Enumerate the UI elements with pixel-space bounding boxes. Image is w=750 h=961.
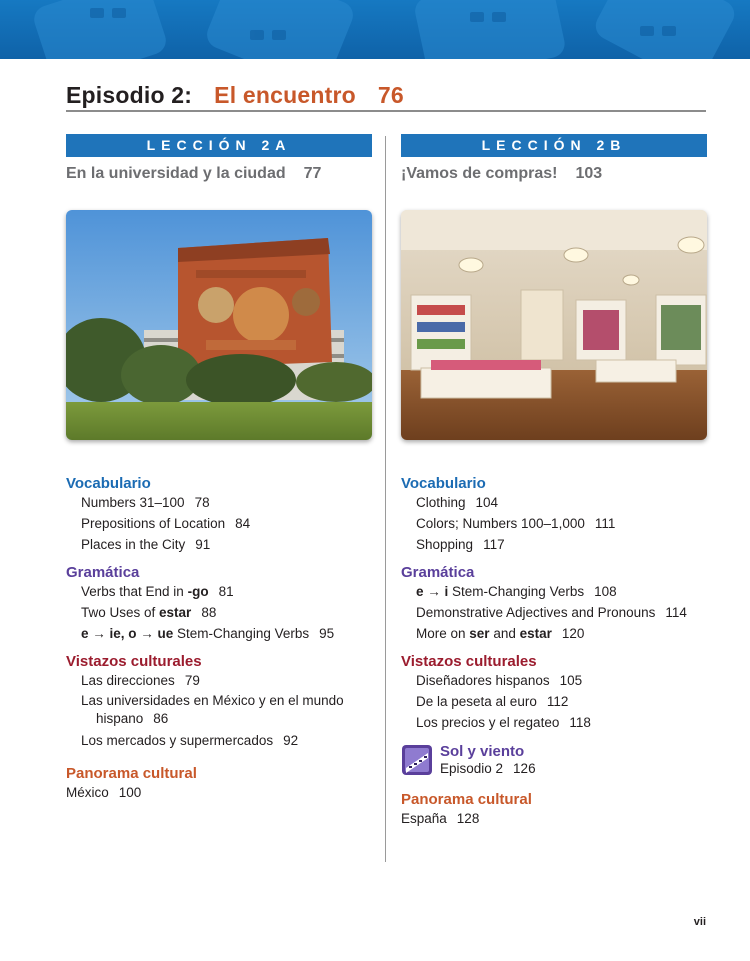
toc-entry-page: 111 bbox=[594, 516, 616, 531]
sol-y-viento-heading: Sol y viento bbox=[440, 743, 525, 760]
toc-entry-page: 100 bbox=[118, 785, 142, 800]
toc-entry-label: Places in the City bbox=[81, 537, 186, 552]
toc-entry-label-bold: ser bbox=[469, 626, 490, 641]
toc-entry-label: Colors; Numbers 100–1,000 bbox=[416, 516, 585, 531]
toc-entry[interactable] bbox=[416, 712, 721, 733]
toc-entry[interactable] bbox=[401, 808, 721, 829]
sol-y-viento-episode bbox=[440, 761, 536, 776]
toc-entry-page: 84 bbox=[235, 516, 251, 531]
lesson-2a-column bbox=[66, 134, 372, 800]
vistazos-heading: Vistazos culturales bbox=[401, 653, 537, 670]
toc-entry-page: 105 bbox=[559, 673, 583, 688]
lesson-2b-sections bbox=[401, 475, 721, 829]
toc-entry-label-bold: estar bbox=[159, 605, 192, 620]
lesson-2b-page: 103 bbox=[575, 165, 603, 182]
toc-entry-label: Numbers 31–100 bbox=[81, 495, 185, 510]
toc-entry[interactable] bbox=[416, 602, 721, 623]
toc-entry-label-bold: e → i bbox=[416, 584, 449, 599]
lesson-2a-bar: LECCIÓN 2A bbox=[66, 134, 372, 157]
toc-entry-label-bold: estar bbox=[519, 626, 552, 641]
page-number: vii bbox=[693, 916, 706, 928]
vistazos-heading: Vistazos culturales bbox=[66, 653, 202, 670]
toc-entry[interactable] bbox=[81, 623, 386, 644]
lesson-2b-title-text: ¡Vamos de compras! bbox=[401, 165, 558, 182]
toc-entry-label-bold: -go bbox=[187, 584, 209, 599]
toc-entry[interactable] bbox=[81, 581, 386, 602]
lesson-2a-page: 77 bbox=[303, 165, 322, 182]
clothing-store-photo bbox=[401, 210, 707, 440]
toc-entry[interactable] bbox=[416, 492, 721, 513]
vocabulario-heading: Vocabulario bbox=[66, 475, 151, 492]
toc-entry[interactable] bbox=[81, 602, 386, 623]
toc-entry-page: 86 bbox=[153, 711, 169, 726]
toc-entry-label: Stem-Changing Verbs bbox=[448, 584, 585, 599]
toc-entry-page: 91 bbox=[195, 537, 211, 552]
film-strip-decoration bbox=[0, 0, 750, 59]
toc-entry-label: Las direcciones bbox=[81, 673, 175, 688]
toc-entry-label: México bbox=[66, 785, 109, 800]
toc-entry-page: 95 bbox=[319, 626, 335, 641]
toc-entry-label: España bbox=[401, 811, 447, 826]
toc-entry[interactable] bbox=[66, 782, 386, 803]
toc-entry-label: Prepositions of Location bbox=[81, 516, 226, 531]
toc-entry-label: Stem-Changing Verbs bbox=[173, 626, 310, 641]
toc-entry-page: 120 bbox=[561, 626, 585, 641]
sol-y-viento-entry[interactable] bbox=[401, 743, 721, 779]
toc-entry-page: 92 bbox=[283, 733, 299, 748]
toc-entry-page: 114 bbox=[665, 605, 687, 620]
toc-entry-label-bold: e → ie, o → ue bbox=[81, 626, 174, 641]
toc-entry-label: Verbs that End in bbox=[81, 584, 188, 599]
toc-entry-label: Los precios y el regateo bbox=[416, 715, 560, 730]
toc-entry-label: Clothing bbox=[416, 495, 466, 510]
film-clip-icon bbox=[401, 744, 433, 776]
toc-entry-label: More on bbox=[416, 626, 470, 641]
lesson-2b-title[interactable] bbox=[401, 165, 707, 183]
toc-entry[interactable] bbox=[416, 581, 721, 602]
toc-entry-label: Two Uses of bbox=[81, 605, 160, 620]
toc-entry-page: 79 bbox=[184, 673, 200, 688]
toc-entry[interactable] bbox=[416, 691, 721, 712]
toc-entry-label: Los mercados y supermercados bbox=[81, 733, 274, 748]
lesson-2a-title-text: En la universidad y la ciudad bbox=[66, 165, 286, 182]
lesson-2b-column bbox=[401, 134, 707, 826]
toc-entry-label: Demonstrative Adjectives and Pronouns bbox=[416, 605, 656, 620]
lesson-2b-bar: LECCIÓN 2B bbox=[401, 134, 707, 157]
panorama-heading: Panorama cultural bbox=[401, 791, 532, 808]
episode-title bbox=[66, 82, 706, 112]
toc-entry[interactable] bbox=[416, 670, 721, 691]
university-photo bbox=[66, 210, 372, 440]
toc-entry-page: 104 bbox=[475, 495, 499, 510]
top-banner bbox=[0, 0, 750, 59]
toc-entry-label: Episodio 2 bbox=[440, 761, 504, 776]
toc-entry-page: 128 bbox=[456, 811, 480, 826]
toc-entry-label: Diseñadores hispanos bbox=[416, 673, 550, 688]
toc-entry[interactable] bbox=[416, 623, 721, 644]
gramatica-heading: Gramática bbox=[401, 564, 475, 581]
toc-entry-page: 118 bbox=[569, 715, 591, 730]
gramatica-heading: Gramática bbox=[66, 564, 140, 581]
episode-page: 76 bbox=[377, 82, 404, 108]
toc-entry-label: Las universidades en México y en el mundo hispano bbox=[81, 693, 344, 726]
lesson-2a-sections bbox=[66, 475, 386, 803]
toc-entry[interactable] bbox=[81, 730, 386, 751]
toc-entry[interactable] bbox=[416, 513, 721, 534]
toc-entry-page: 78 bbox=[194, 495, 210, 510]
toc-entry-page: 88 bbox=[201, 605, 217, 620]
lesson-2a-title[interactable] bbox=[66, 165, 372, 183]
toc-entry-label: Shopping bbox=[416, 537, 474, 552]
toc-entry[interactable] bbox=[81, 691, 386, 730]
toc-entry-page: 108 bbox=[594, 584, 617, 599]
panorama-heading: Panorama cultural bbox=[66, 765, 197, 782]
toc-entry[interactable] bbox=[81, 513, 386, 534]
vocabulario-heading: Vocabulario bbox=[401, 475, 486, 492]
toc-entry-label: and bbox=[489, 626, 520, 641]
toc-entry-page: 126 bbox=[513, 761, 536, 776]
toc-entry-label: De la peseta al euro bbox=[416, 694, 537, 709]
toc-entry[interactable] bbox=[416, 534, 721, 555]
toc-entry[interactable] bbox=[81, 492, 386, 513]
episode-name: El encuentro bbox=[214, 82, 356, 108]
toc-entry-page: 81 bbox=[218, 584, 234, 599]
toc-entry[interactable] bbox=[81, 534, 386, 555]
toc-entry-page: 117 bbox=[483, 537, 505, 552]
episode-label: Episodio 2: bbox=[66, 82, 193, 108]
toc-entry-page: 112 bbox=[546, 694, 569, 709]
toc-entry[interactable] bbox=[81, 670, 386, 691]
